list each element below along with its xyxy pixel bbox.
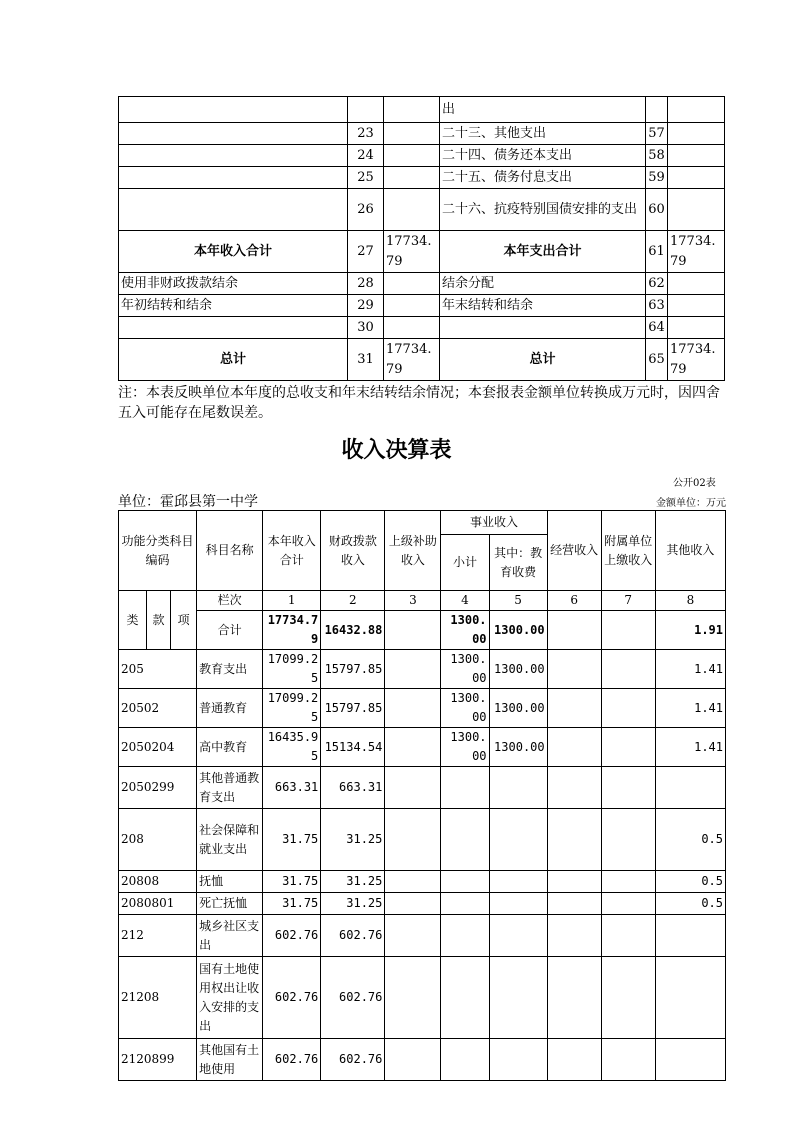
cell-value <box>601 689 655 728</box>
cell-value <box>547 689 601 728</box>
table-row <box>119 650 726 689</box>
summary-right-label: 本年支出合计 <box>440 231 646 273</box>
cell-value <box>441 1039 489 1081</box>
cell-value <box>601 767 655 809</box>
unit-label: 单位：霍邱县第一中学 <box>118 494 258 510</box>
cell-value <box>547 809 601 871</box>
summary-left-val <box>384 123 440 145</box>
summary-right-no: 60 <box>646 189 668 231</box>
cell-value: 1300.00 <box>489 728 547 767</box>
summary-left-val <box>384 189 440 231</box>
subject-code: 2120899 <box>119 1039 197 1081</box>
summary-right-no: 64 <box>646 317 668 339</box>
cell-value: 602.76 <box>321 1039 385 1081</box>
cell-value <box>489 809 547 871</box>
cell-value <box>489 915 547 957</box>
cell-value <box>441 915 489 957</box>
cell-value <box>385 893 441 915</box>
subject-code: 208 <box>119 809 197 871</box>
cell-value <box>547 1039 601 1081</box>
cell-value <box>385 689 441 728</box>
col-num: 4 <box>441 591 489 611</box>
summary-right-label: 结余分配 <box>440 273 646 295</box>
cell-value: 1.91 <box>655 611 725 650</box>
summary-right-no: 62 <box>646 273 668 295</box>
header-xiang: 项 <box>171 591 197 650</box>
summary-left-label <box>119 189 348 231</box>
cell-value <box>385 767 441 809</box>
subject-name: 其他国有土地使用 <box>197 1039 263 1081</box>
cell-value: 16435.95 <box>263 728 321 767</box>
header-subject-name: 科目名称 <box>197 511 263 591</box>
summary-right-val <box>668 189 725 231</box>
total-label: 合计 <box>197 611 263 650</box>
cell-value: 31.25 <box>321 871 385 893</box>
summary-row <box>119 295 725 317</box>
summary-right-val <box>668 97 725 123</box>
cell-value: 0.5 <box>655 893 725 915</box>
summary-row <box>119 231 725 273</box>
header-edu-fee: 其中：教育收费 <box>489 535 547 591</box>
subject-code: 2050204 <box>119 728 197 767</box>
summary-left-no: 23 <box>348 123 384 145</box>
cell-value <box>385 650 441 689</box>
cell-value: 1300.00 <box>441 611 489 650</box>
summary-left-no: 25 <box>348 167 384 189</box>
header-total-income: 本年收入合计 <box>263 511 321 591</box>
cell-value <box>547 893 601 915</box>
header-subtotal: 小计 <box>441 535 489 591</box>
summary-left-val <box>384 295 440 317</box>
cell-value <box>385 611 441 650</box>
total-row <box>119 611 726 650</box>
subject-name: 教育支出 <box>197 650 263 689</box>
cell-value: 602.76 <box>263 957 321 1039</box>
cell-value: 1.41 <box>655 728 725 767</box>
summary-right-val: 17734.79 <box>668 231 725 273</box>
summary-row <box>119 145 725 167</box>
table-row <box>119 728 726 767</box>
subject-name: 死亡抚恤 <box>197 893 263 915</box>
subject-code: 2080801 <box>119 893 197 915</box>
cell-value <box>547 767 601 809</box>
cell-value: 0.5 <box>655 809 725 871</box>
cell-value: 15797.85 <box>321 689 385 728</box>
cell-value <box>489 871 547 893</box>
cell-value <box>547 728 601 767</box>
cell-value: 663.31 <box>321 767 385 809</box>
cell-value: 15797.85 <box>321 650 385 689</box>
summary-right-label: 二十六、抗疫特别国债安排的支出 <box>440 189 646 231</box>
summary-right-no: 65 <box>646 339 668 381</box>
table-row <box>119 893 726 915</box>
cell-value <box>601 957 655 1039</box>
subject-name: 国有土地使用权出让收入安排的支出 <box>197 957 263 1039</box>
page-title: 收入决算表 <box>341 438 452 463</box>
amount-unit: 金额单位：万元 <box>656 498 726 509</box>
summary-right-no: 57 <box>646 123 668 145</box>
table-note: 注：本表反映单位本年度的总收支和年末结转结余情况；本套报表金额单位转换成万元时，因四舍五入可能存在尾数误差。 <box>118 385 720 421</box>
cell-value <box>441 767 489 809</box>
cell-value <box>547 871 601 893</box>
cell-value <box>385 809 441 871</box>
summary-left-no: 26 <box>348 189 384 231</box>
summary-right-val <box>668 123 725 145</box>
header-business: 事业收入 <box>441 511 547 535</box>
table-row <box>119 915 726 957</box>
header-lei: 类 <box>119 591 147 650</box>
cell-value: 1.41 <box>655 689 725 728</box>
cell-value <box>385 915 441 957</box>
summary-left-no: 27 <box>348 231 384 273</box>
summary-row <box>119 317 725 339</box>
summary-right-no: 58 <box>646 145 668 167</box>
header-operating: 经营收入 <box>547 511 601 591</box>
subject-name: 抚恤 <box>197 871 263 893</box>
summary-right-label <box>440 317 646 339</box>
header-other: 其他收入 <box>655 511 725 591</box>
summary-left-label <box>119 123 348 145</box>
subject-code: 205 <box>119 650 197 689</box>
summary-left-no: 24 <box>348 145 384 167</box>
summary-right-label: 出 <box>440 97 646 123</box>
summary-left-val <box>384 145 440 167</box>
summary-left-no: 28 <box>348 273 384 295</box>
cell-value <box>601 611 655 650</box>
summary-left-val: 17734.79 <box>384 231 440 273</box>
summary-row <box>119 97 725 123</box>
table-row <box>119 957 726 1039</box>
table-row <box>119 809 726 871</box>
header-superior-subsidy: 上级补助收入 <box>385 511 441 591</box>
summary-right-val <box>668 295 725 317</box>
summary-left-val <box>384 97 440 123</box>
summary-left-label <box>119 317 348 339</box>
summary-left-no: 31 <box>348 339 384 381</box>
summary-row <box>119 339 725 381</box>
cell-value: 1300.00 <box>441 650 489 689</box>
cell-value <box>547 915 601 957</box>
summary-left-label: 年初结转和结余 <box>119 295 348 317</box>
summary-row <box>119 273 725 295</box>
cell-value <box>601 1039 655 1081</box>
cell-value <box>489 957 547 1039</box>
col-num: 7 <box>601 591 655 611</box>
cell-value <box>547 650 601 689</box>
summary-right-val <box>668 145 725 167</box>
cell-value <box>385 728 441 767</box>
summary-left-val: 17734.79 <box>384 339 440 381</box>
cell-value: 31.75 <box>263 871 321 893</box>
col-num: 3 <box>385 591 441 611</box>
summary-row <box>119 167 725 189</box>
cell-value <box>655 957 725 1039</box>
cell-value <box>489 1039 547 1081</box>
summary-right-no: 61 <box>646 231 668 273</box>
summary-left-label <box>119 167 348 189</box>
cell-value <box>441 957 489 1039</box>
summary-left-no <box>348 97 384 123</box>
summary-left-val <box>384 167 440 189</box>
cell-value: 602.76 <box>321 915 385 957</box>
subject-name: 其他普通教育支出 <box>197 767 263 809</box>
form-number: 公开02表 <box>673 478 716 489</box>
cell-value: 1.41 <box>655 650 725 689</box>
cell-value: 1300.00 <box>489 650 547 689</box>
header-affiliated: 附属单位上缴收入 <box>601 511 655 591</box>
summary-row <box>119 189 725 231</box>
cell-value: 31.25 <box>321 893 385 915</box>
col-num: 1 <box>263 591 321 611</box>
table-row <box>119 1039 726 1081</box>
subject-code: 2050299 <box>119 767 197 809</box>
summary-right-label: 二十五、债务付息支出 <box>440 167 646 189</box>
summary-right-val <box>668 317 725 339</box>
cell-value: 16432.88 <box>321 611 385 650</box>
summary-left-label: 使用非财政拨款结余 <box>119 273 348 295</box>
cell-value: 17099.25 <box>263 689 321 728</box>
cell-value <box>547 957 601 1039</box>
header-fiscal: 财政拨款收入 <box>321 511 385 591</box>
summary-left-label: 总计 <box>119 339 348 381</box>
cell-value: 31.25 <box>321 809 385 871</box>
col-num: 8 <box>655 591 725 611</box>
cell-value <box>547 611 601 650</box>
cell-value <box>601 809 655 871</box>
summary-right-val <box>668 273 725 295</box>
subject-name: 高中教育 <box>197 728 263 767</box>
summary-left-label: 本年收入合计 <box>119 231 348 273</box>
header-func-code: 功能分类科目编码 <box>119 511 197 591</box>
col-num: 2 <box>321 591 385 611</box>
cell-value <box>655 915 725 957</box>
cell-value <box>441 871 489 893</box>
col-num: 5 <box>489 591 547 611</box>
summary-left-label <box>119 97 348 123</box>
cell-value: 31.75 <box>263 893 321 915</box>
summary-left-val <box>384 273 440 295</box>
cell-value: 1300.00 <box>489 689 547 728</box>
subject-code: 212 <box>119 915 197 957</box>
cell-value <box>489 767 547 809</box>
cell-value: 17099.25 <box>263 650 321 689</box>
cell-value: 663.31 <box>263 767 321 809</box>
summary-right-val: 17734.79 <box>668 339 725 381</box>
income-table <box>118 510 726 1081</box>
summary-right-label: 总计 <box>440 339 646 381</box>
subject-code: 20502 <box>119 689 197 728</box>
header-kuan: 款 <box>147 591 171 650</box>
cell-value: 0.5 <box>655 871 725 893</box>
cell-value <box>385 871 441 893</box>
cell-value: 1300.00 <box>441 689 489 728</box>
summary-right-label: 二十三、其他支出 <box>440 123 646 145</box>
summary-right-no: 59 <box>646 167 668 189</box>
cell-value <box>655 767 725 809</box>
cell-value: 1300.00 <box>489 611 547 650</box>
cell-value: 602.76 <box>321 957 385 1039</box>
cell-value <box>601 650 655 689</box>
cell-value <box>489 893 547 915</box>
cell-value: 31.75 <box>263 809 321 871</box>
cell-value: 15134.54 <box>321 728 385 767</box>
cell-value: 602.76 <box>263 1039 321 1081</box>
col-num: 6 <box>547 591 601 611</box>
cell-value <box>601 871 655 893</box>
subject-name: 社会保障和就业支出 <box>197 809 263 871</box>
table-row <box>119 689 726 728</box>
summary-left-no: 30 <box>348 317 384 339</box>
cell-value <box>385 1039 441 1081</box>
cell-value: 1300.00 <box>441 728 489 767</box>
subject-code: 20808 <box>119 871 197 893</box>
summary-right-no: 63 <box>646 295 668 317</box>
cell-value: 602.76 <box>263 915 321 957</box>
summary-right-val <box>668 167 725 189</box>
cell-value: 17734.79 <box>263 611 321 650</box>
cell-value <box>601 893 655 915</box>
cell-value <box>601 915 655 957</box>
subject-name: 普通教育 <box>197 689 263 728</box>
summary-left-label <box>119 145 348 167</box>
summary-left-no: 29 <box>348 295 384 317</box>
summary-right-no <box>646 97 668 123</box>
cell-value <box>441 809 489 871</box>
cell-value <box>441 893 489 915</box>
cell-value <box>601 728 655 767</box>
table-row <box>119 871 726 893</box>
subject-name: 城乡社区支出 <box>197 915 263 957</box>
summary-table <box>118 96 725 381</box>
cell-value <box>385 957 441 1039</box>
cell-value <box>655 1039 725 1081</box>
subject-code: 21208 <box>119 957 197 1039</box>
summary-right-label: 二十四、债务还本支出 <box>440 145 646 167</box>
table-row <box>119 767 726 809</box>
summary-left-val <box>384 317 440 339</box>
summary-row <box>119 123 725 145</box>
summary-right-label: 年末结转和结余 <box>440 295 646 317</box>
header-col-no: 栏次 <box>197 591 263 611</box>
